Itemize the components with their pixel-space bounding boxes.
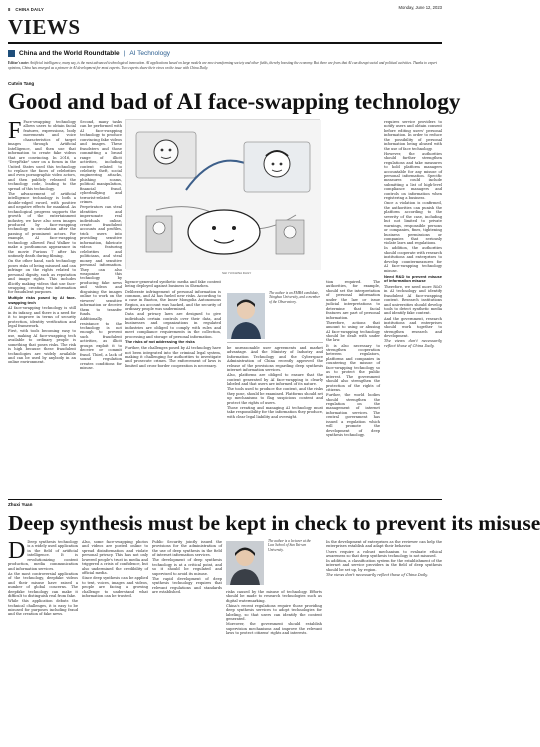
article1-c4-p2: The tools used to produce the content, and the risks they pose, should be examined. Platforms should set up mechanisms to flag suspicious content and protect the rights of users. (227, 387, 323, 405)
article2-c1-p0: Deep synthesis technology is a widely used application in the field of artificial intelligence. It is revolutionizing content production, media communication and information services. (8, 540, 78, 571)
editor-note (8, 61, 442, 79)
drop-cap: F (8, 118, 22, 144)
author2-bio: The author is a lecturer at the Law School of Sun Yat-sen University. (268, 539, 311, 552)
article2-byline: Zhuxi Yuan (8, 502, 33, 507)
article1-c6-p3: In addition, the authorities should cooperate with research institutions and enterprises to develop countermeasures for AI face-swapping technology misuse. (384, 246, 442, 273)
article2-column-2 (82, 540, 148, 743)
article1-subhead-2: The risks of not addressing the risks (125, 339, 195, 345)
article1-c3-p3: Further, the challenges posed by AI technology have not been integrated into the criminal legal system, making it challenging for authorities to investigate and prosecute crimes. The enforcement of laws is limited and cross-border cooperation is necessary. (125, 346, 221, 368)
article1-c1-p1: The advancement of artificial intelligence technology is both a double-edged sword, with positive and negative effects for mankind. As technological progress supports the growth of the entertainment industry, we have also seen images produced by face-swapping technology in circulation after the passing of prominent actors. For example, AI face-swapping technology allowed Paul Walker to make a posthumous appearance in the movie Furious 7 after his untimely death during filming. (8, 191, 76, 259)
face-swap-illustration (126, 120, 321, 270)
article2-column-5 (326, 540, 442, 743)
author1-portrait (227, 293, 265, 339)
article2-c4-p2: Moreover, the government should establish supervision mechanisms and improve the relevant laws to protect citizens' rights and interests. (226, 622, 322, 636)
article1-c2-p2: Additionally, resistance to the technology is not enough to prevent such fraudulent activities, as illicit groups exploit it to deceive or commit fraud. Third, a lack of sound regulation creates conditions for misuse. (80, 317, 122, 371)
author1-bio: The author is an EMBA candidate, Tsinghua University, and a member of the Observatory. (269, 291, 321, 304)
article1-byline: Cutvin Tang (8, 81, 35, 86)
section-subtitle: AI Technology (129, 49, 171, 57)
section-head: VIEWS (8, 15, 81, 39)
article2-c2-p0: Also, some face-swapping photos and videos are posted online to spread disinformation and violate personal privacy. This has not only lowered people's trust in media and triggered a crisis of confidence, but also undermined the credibility of official media. (82, 540, 148, 576)
article1-column-4 (227, 346, 323, 497)
section-marker (8, 50, 15, 57)
article1-subhead-3: Need R&D to prevent misuse of information misuse (384, 273, 442, 284)
article2-c4-p0: risks caused by the misuse of technology. Efforts should be made to research technologies such as digital watermarking. (226, 590, 322, 603)
section-separator: | (123, 49, 126, 57)
section-title: China and the World Roundtable (19, 49, 120, 57)
article1-c6-p0: requires service providers to notify users and obtain consent before editing users' personal information. In order to reduce the possibility of personal information being abused with the use of face technology. (384, 120, 442, 151)
article1-c2-p0: Second, many tasks can be performed with AI face-swapping technology to produce convincing fake videos and images. These fraudsters and those committing a broad range of illicit activities, including content related to celebrity theft, social engineering attacks, phishing scams, political manipulation, financial fraud, cyberbullying and terrorist-related crimes. (80, 120, 122, 205)
page-number: 8 (8, 6, 11, 12)
article2-c5-p2: In addition, a classification system for the establishment of the internet and service providers in the field of deep synthesis should be set up, by region. (326, 559, 442, 572)
paper-name: CHINA DAILY (15, 6, 44, 12)
article1-headline: Good and bad of AI face-swapping technology (8, 89, 461, 114)
article1-column-2 (80, 120, 122, 497)
article2-headline: Deep synthesis must be kept in check to prevent its misuse (8, 511, 540, 535)
article1-c6-p5: And the government, research institutions and enterprises should work together to strengthen research and development. (384, 316, 442, 339)
article1-c2-p1: Perpetrators can steal identities and impersonate real individuals online, create fraudulent accounts and profiles, trick users into providing sensitive information, fabricate videos featuring celebrities and politicians, and steal money and sensitive personal information. They can also weaponize this technology by producing fake news and videos and disguising the images online to work on the viewers' sensitive information or deceive them to transfer funds. (80, 205, 122, 317)
article1-c1-p2: On the other hand, such technology poses risks of being misused and can infringe on the rights related to personal dignity, such as reputation and image rights. This includes illicitly making videos that use face-swapping, creating two information for fraudulent purposes. (8, 259, 76, 295)
article2-c5-p0: In the development of enterprises as the reviewer can help the enterprises establish and adapt their behavior. (326, 540, 442, 549)
article2-c3-p1: The development of deep synthesis technology is at a critical point, and so it should be regulated and supervised to avoid its misuse. (152, 558, 222, 576)
article2-c5-p3: The views don't necessarily reflect those of China Daily. (326, 572, 428, 577)
article1-c4-p0: be unreasonable user agreements and market advantage. And the Ministry of Industry and Information Technology and the Cyberspace Administration of China recently approved the release of the provisions regarding deep synthesis internet information services. (227, 346, 323, 373)
editor-note-text: Artificial intelligence, many say, is the most advanced technological innovation. AI applications based on large models are now transforming society and other fields, thereby boosting the economy. But there are fears that AI can disrupt social and political activities. Thanks to expert opinions, China has emerged as a pioneer in AI development for most experts. Two experts share their views on the issue with China Daily. (8, 61, 437, 70)
article2-c1-p2: While this application debuts the technical challenges, it is easy to be misused for purposes including fraud and the creation of fake news. (8, 599, 78, 617)
article2-c3-p0: Public Security jointly issued the provisions for the administration of the use of deep synthesis in the field of internet information services. (152, 540, 222, 558)
article2-c3-p2: The rapid development of deep synthesis technology requires that relevant regulations and standards are established. (152, 576, 222, 595)
article1-c1-p3: AI face-swapping technology is still in its infancy, and there is a need for it to improve in terms of security protection, identity verification and legal framework. (8, 306, 76, 329)
article1-c5-p3: Further, the world bodies should strengthen the regulation on the management of internet information services. The central government has issued a regulation which will promote the development of deep synthesis technology. (326, 393, 380, 438)
article1-c1-p0: Face-swapping technology allows users to obtain facial features, expressions, body movements and voice characteristics of target images through Artificial Intelligence, and then use that information to create fake videos that are convincing. In 2016, a "DeepFake" user on a forum in the United States used this technology to replace the faces of celebrities and even pornographic video actors, and then publicly released the technology code, leading to the spread of this technology. (8, 120, 76, 191)
article1-column-3 (125, 280, 221, 497)
article1-subhead-1: Multiple risks posed by AI face-swapping tech (8, 295, 76, 305)
editor-note-lead: Editor's note: (8, 61, 30, 65)
article2-c4-p1: China's recent regulations require those providing deep synthesis services to adopt technologies for labeling, so that users can identify the content generated. (226, 603, 322, 622)
article2-column-4 (226, 590, 322, 743)
article2-c5-p1: Users require a robust mechanism to evaluate ethical awareness so that deep synthesis technology is not misused. (326, 549, 442, 558)
article2-paragraph (8, 540, 78, 571)
author1-divider (227, 342, 323, 343)
article1-column-1 (8, 120, 76, 497)
article-divider (8, 499, 442, 500)
page-header (8, 5, 442, 13)
article1-column-6 (384, 120, 442, 497)
header-rule (8, 42, 442, 44)
article1-c4-p3: Those creating and managing AI technology must take responsibility for the information they produce, with clear legal liability and oversight. (227, 405, 323, 419)
author2-portrait (226, 541, 264, 585)
article1-c4-p1: Also, platforms are obliged to ensure that the content generated by AI face-swapping is clearly labeled and that users are informed of its nature. (227, 373, 323, 387)
article1-c5-p1: Therefore, actions that amount to using or abusing AI face-swapping technology should be dealt with under the law. (326, 320, 380, 343)
article1-c5-p0: tion required. The authorities, for example, should set the interpretation of personal information under the law or issue judicial interpretations to determine that facial features are part of personal information. (326, 280, 380, 320)
article1-c6-p4: Therefore, we need more R&D in AI technology and identify fraudulent AI face-swapping content. Research institutions and universities should develop tools to detect synthetic media and identify fake content. (384, 284, 442, 316)
article2-column-1 (8, 540, 78, 743)
article1-c3-p1: Deliberate infringement of personal information is common, and AI has fueled new risks. According to a case in Baotou, the Inner Mongolia Autonomous Region, an account was hacked, and the security of ordinary people was undermined. (125, 289, 221, 312)
article1-paragraph (8, 120, 76, 191)
article1-c3-p0: ligence-generated synthetic media and fake content being deployed against business in Shenzhen. (125, 280, 221, 289)
article2-c1-p1: As the most controversial application of the technology, deepfake videos and their misuse have raised a number of global concerns. The deepfake technology can make it difficult to distinguish real from fake. (8, 571, 78, 599)
issue-date: Monday, June 12, 2023 (398, 5, 442, 10)
article1-c1-p4: First, with tools becoming easy to use, making AI face-swapping tech available to ordinary people is something that poses risks. The risk is high because these fraudulent technologies are widely available and can be used by anybody in an online environment. (8, 329, 76, 365)
article1-column-5 (326, 280, 380, 497)
article1-c6-p1: However, the authorities should further strengthen regulations and take measures to hold platform managers accountable for any misuse of personal information. Specific measures could include submitting a list of high-level compliance managers and controls on information when registering a business. (384, 151, 442, 201)
article-illustration (125, 119, 320, 269)
article1-c3-p2: Data and privacy laws are designed to give individuals certain controls over their data, and businesses and organizations in regulated industries are obliged to comply with rules and meet compliance requirements in the collection, processing and storage of personal information. (125, 312, 221, 339)
illustration-credit: SHI YU/CHINA DAILY (222, 271, 252, 275)
section-bar (8, 48, 442, 58)
article2-c2-p1: Since deep synthesis can be applied to text, voices, images and videos, people are facing a growing challenge to understand what information can be trusted. (82, 576, 148, 599)
article1-c5-p2: It is also necessary to strengthen cooperation between regulators, platforms and companies in countering the misuse of face-swapping technology so as to protect the public interest. The government should also strengthen the protection of the rights of citizens. (326, 343, 380, 393)
article2-column-3 (152, 540, 222, 743)
article1-c6-p6: The views don't necessarily reflect those of China Daily. (384, 339, 442, 348)
author1-photo (227, 293, 265, 339)
author2-photo (226, 541, 264, 585)
article1-c6-p2: Once a violation is confirmed, the authorities can punish the platform according to the severity of the case, including but not limited to private warnings, responsible persons or companies, fines, tightening business permissions or companies that seriously violate laws and regulations. (384, 201, 442, 246)
drop-cap-2: D (8, 538, 26, 564)
